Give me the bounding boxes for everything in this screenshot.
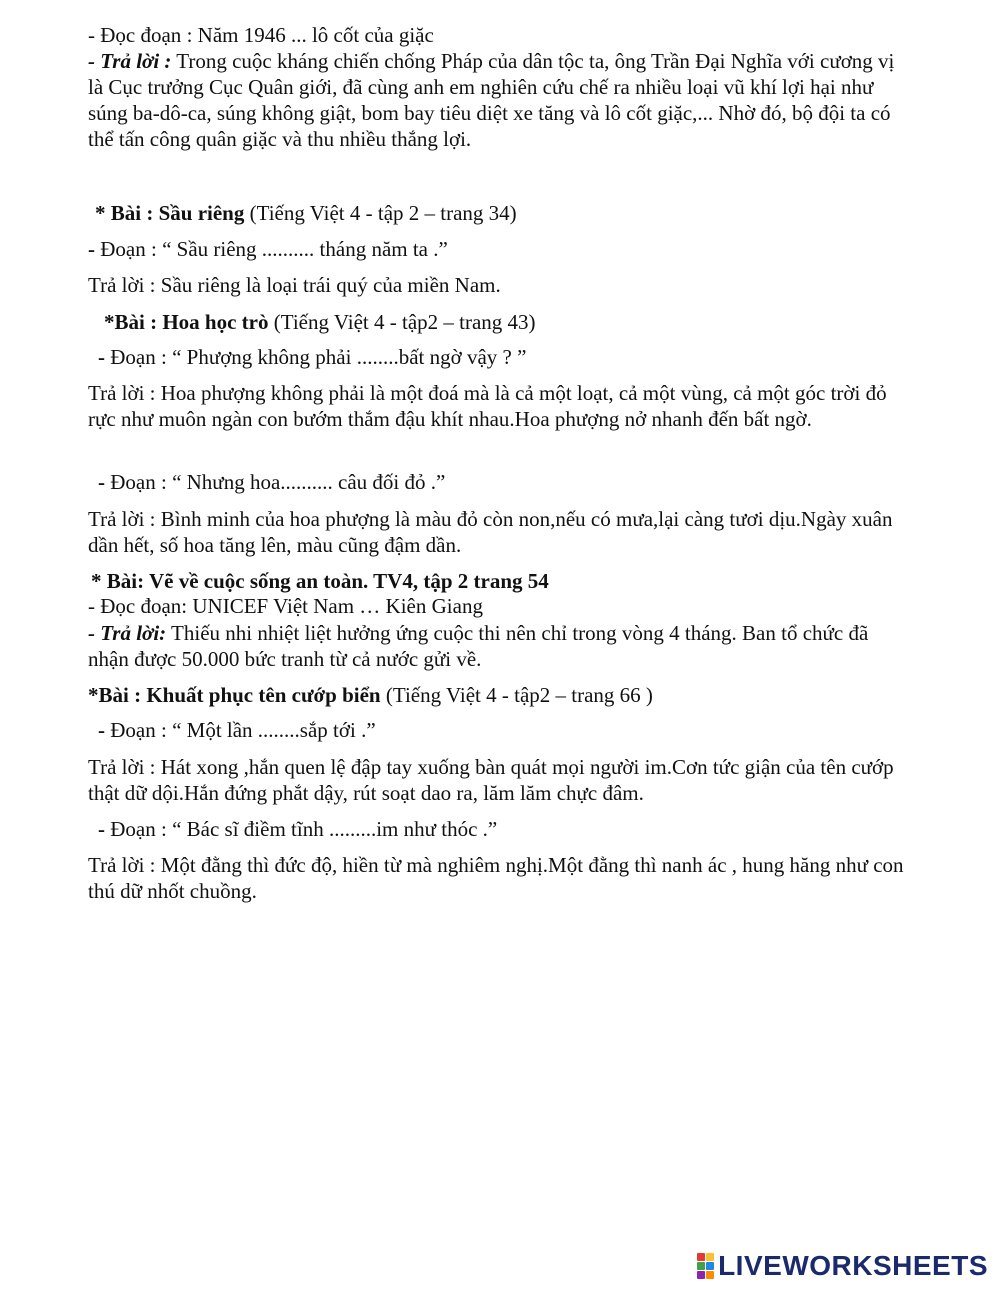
passage-dash: - [98,817,105,841]
lesson-title: *Bài : Hoa học trò [104,310,269,334]
answer-paragraph [88,754,908,806]
lesson-title: * Bài: Vẽ về cuộc sống an toàn. TV4, tập 2 trang 54 [91,569,549,593]
answer-label: - Trả lời: [88,621,167,645]
lesson-reference: (Tiếng Việt 4 - tập2 – trang 66 ) [380,683,653,707]
answer-text: Trả lời : Một đằng thì đức độ, hiền từ mà nghiêm nghị.Một đằng thì nanh ác , hung hăng như con thú dữ nhốt chuồng. [88,853,904,903]
passage-line [88,236,448,262]
answer-paragraph [88,48,908,152]
passage-dash: - [98,718,105,742]
passage-text: Đoạn : “ Bác sĩ điềm tĩnh .........im như thóc .” [105,817,498,841]
passage-dash: - [98,470,105,494]
passage-line [98,816,497,842]
lesson-heading [95,200,517,226]
passage-dash: - [88,237,95,261]
passage-text: Đoạn : “ Một lần ........sắp tới .” [105,718,376,742]
answer-paragraph [88,272,908,298]
reading-passage-line [88,22,434,48]
answer-text: Trả lời : Bình minh của hoa phượng là màu đỏ còn non,nếu có mưa,lại càng tươi dịu.Ngày xuân dần hết, số hoa tăng lên, màu cũng đậm dần. [88,507,893,557]
logo-square [706,1262,714,1270]
reading-text: : Năm 1946 ... lô cốt của giặc [181,23,434,47]
reading-label: Đọc đoạn [100,23,182,47]
answer-paragraph [88,380,908,432]
logo-square [706,1253,714,1261]
passage-text: Đoạn : “ Phượng không phải ........bất ngờ vậy ? ” [105,345,527,369]
passage-line [98,717,376,743]
answer-text: Thiếu nhi nhiệt liệt hưởng ứng cuộc thi nên chỉ trong vòng 4 tháng. Ban tổ chức đã nhận được 50.000 bức tranh từ cả nước gửi về. [88,621,869,671]
answer-paragraph [88,852,908,904]
lesson-reference: (Tiếng Việt 4 - tập2 – trang 43) [268,310,536,334]
logo-square [697,1253,705,1261]
lesson-heading [91,568,549,594]
lesson-title: *Bài : Khuất phục tên cướp biển [88,683,381,707]
logo-square [697,1262,705,1270]
reading-passage-line [88,593,483,619]
answer-label: - Trả lời : [88,49,172,73]
lesson-heading [88,682,653,708]
passage-line [98,344,526,370]
passage-text: Đoạn : “ Nhưng hoa.......... câu đối đỏ .” [105,470,446,494]
liveworksheets-logo-icon [697,1253,714,1279]
logo-square [706,1271,714,1279]
lesson-title: * Bài : Sầu riêng [95,201,245,225]
dash: - [88,23,101,47]
answer-paragraph [88,620,908,672]
lesson-reference: (Tiếng Việt 4 - tập 2 – trang 34) [244,201,517,225]
logo-text: LIVEWORKSHEETS [718,1250,988,1281]
passage-text: Đoạn : “ Sầu riêng .......... tháng năm ta .” [95,237,448,261]
answer-text: Trả lời : Hát xong ,hắn quen lệ đập tay xuống bàn quát mọi người im.Cơn tức giận của tên cướp thật dữ dội.Hắn đứng phắt dậy, rút soạt dao ra, lăm lăm chực đâm. [88,755,894,805]
passage-dash: - [98,345,105,369]
lesson-heading [104,309,536,335]
answer-text: Trong cuộc kháng chiến chống Pháp của dân tộc ta, ông Trần Đại Nghĩa với cương vị là Cục trưởng Cục Quân giới, đã cùng anh em nghiên cứu chế ra nhiều loại vũ khí lợi hại như súng ba-dô-ca, súng không giật, bom bay tiêu diệt xe tăng và lô cốt giặc,... Nhờ đó, bộ đội ta có thể tấn công quân giặc và thu nhiều thắng lợi. [88,49,895,151]
liveworksheets-logo [697,1251,988,1281]
reading-text: - Đọc đoạn: UNICEF Việt Nam … Kiên Giang [88,594,483,618]
logo-square [697,1271,705,1279]
answer-paragraph [88,506,908,558]
answer-text: Trả lời : Sầu riêng là loại trái quý của miền Nam. [88,273,501,297]
answer-text: Trả lời : Hoa phượng không phải là một đoá mà là cả một loạt, cả một vùng, cả một góc trời đỏ rực như muôn ngàn con bướm thắm đậu khít nhau.Hoa phượng nở nhanh đến bất ngờ. [88,381,887,431]
passage-line [98,469,445,495]
